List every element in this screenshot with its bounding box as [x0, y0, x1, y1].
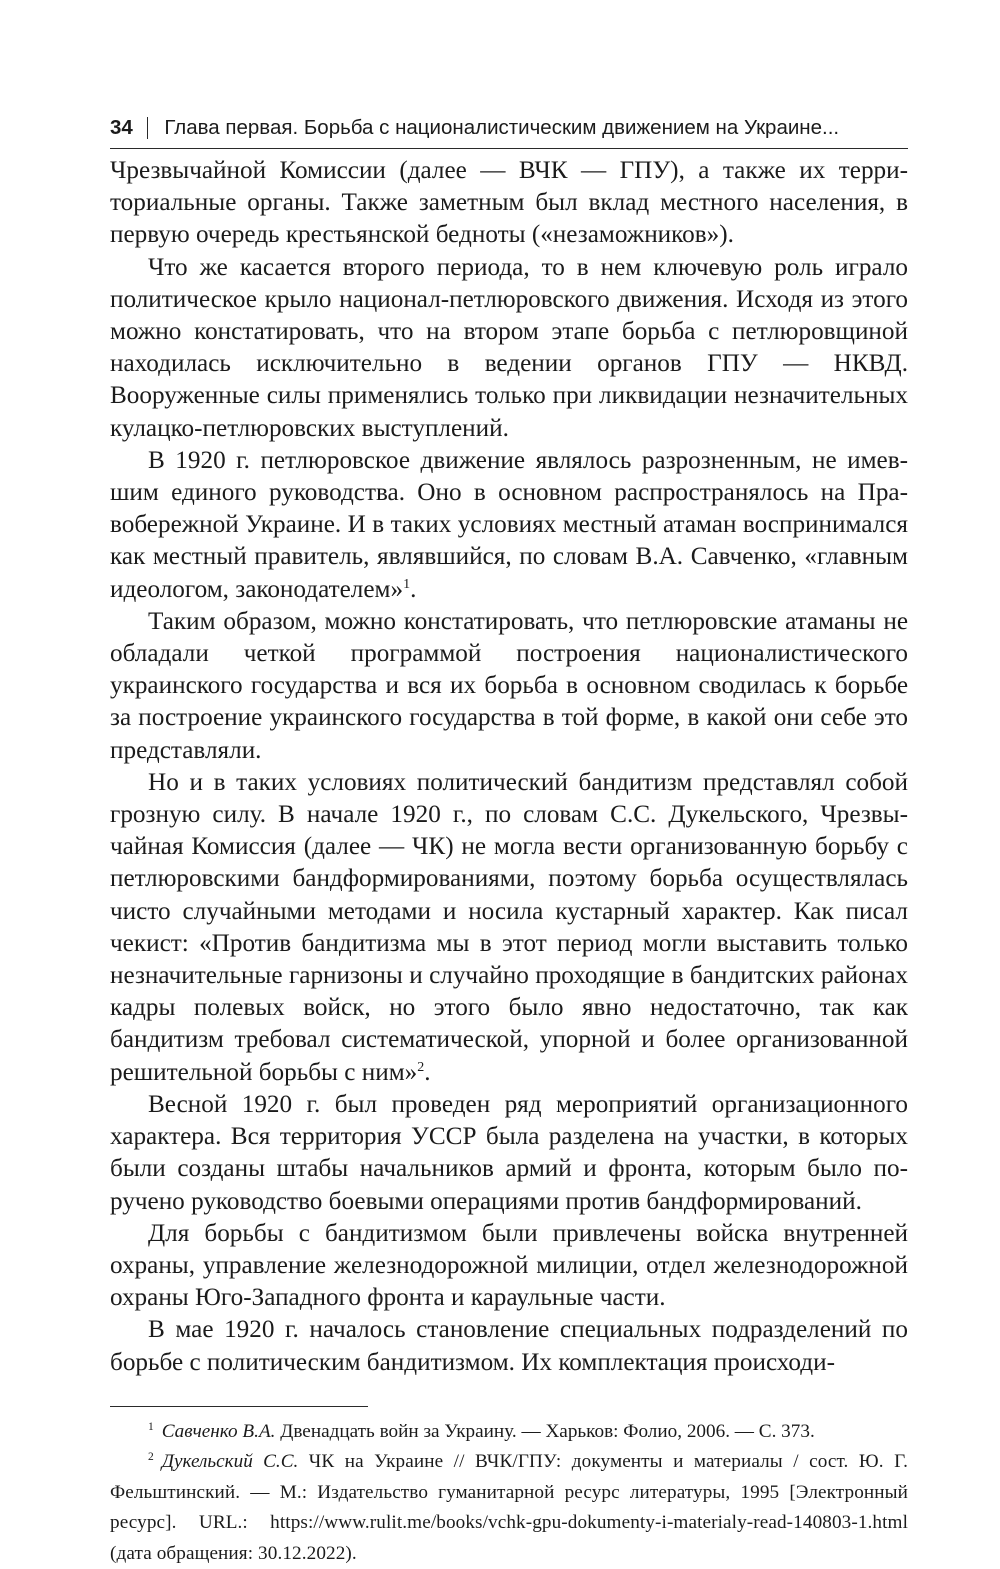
sentence-end: . — [410, 575, 417, 603]
footnote-1 — [110, 1417, 908, 1448]
paragraph-text: Но и в таких условиях политический бандитизм представлял собой грозную силу. В начале 1920 г., по словам С.С. Дукельского, Чрезвычайная Комиссия (далее — ЧК) не могла вести организованную борьбу с петлюровскими бандформированиями, поэтому борьба осуществлялась чисто случайными методами и носила кустарный характер. Как писал чекист: «Против бандитизма мы в этот период могли выставить только незначительные гарнизоны и случайно проходящие в бандитских районах кадры полевых войск, но этого было явно недостаточно, так как бандитизм требовал систематической, упорной и более организованной решительной борьбы с ним» — [110, 768, 908, 1086]
paragraph: В мае 1920 г. началось становление специальных подразделений по борьбе с политическим бандитизмом. Их комплектация происходи- — [110, 1316, 908, 1376]
page-number: 34 — [110, 116, 133, 139]
footnote-2 — [110, 1447, 908, 1569]
sentence-end: . — [424, 1058, 431, 1086]
paragraph: Чрезвычайной Комиссии (далее — ВЧК — ГПУ), а также их территориальные органы. Также заметным был вклад местного населения, в первую очередь крестьянской бедноты («незаможников»). — [110, 157, 908, 249]
running-header — [110, 108, 908, 149]
footnotes — [110, 1417, 908, 1569]
footnote-ref-1[interactable]: 1 — [403, 576, 411, 592]
paragraph: Что же касается второго периода, то в нем ключевую роль играло политическое крыло национал-петлюровского движения. Исходя из этого можно констатировать, что на втором этапе борьба с петлюровщиной находилась исключительно в ведении органов ГПУ — НКВД. Вооруженные силы применялись только при ликвидации незначительных кулацко-петлюровских выступлений. — [110, 253, 908, 442]
paragraph-text: В 1920 г. петлюровское движение являлось разрозненным, не имевшим единого руководства. Оно в основном распространялось на Правобережной Украине. И в таких условиях местный атаман воспринимался как местный правитель, являвшийся, по словам В.А. Савченко, «главным идеологом, законодателем» — [110, 446, 908, 603]
footnote-divider — [110, 1406, 368, 1407]
footnote-text: Двенадцать войн за Украину. — Харьков: Фолио, 2006. — С. 373. — [275, 1420, 815, 1442]
header-separator — [147, 117, 149, 139]
paragraph: Весной 1920 г. был проведен ряд мероприятий организационного характера. Вся территория УССР была разделена на участки, в которых были созданы штабы начальников армий и фронта, которым было поручено руководство боевыми операциями против бандформирований. — [110, 1090, 908, 1215]
paragraph: Для борьбы с бандитизмом были привлечены войска внутренней охраны, управление железнодорожной милиции, отдел железнодорожной охраны Юго-Западного фронта и караульные части. — [110, 1219, 908, 1312]
footnote-author: Дукельский С.С. — [161, 1451, 299, 1473]
paragraph: Таким образом, можно констатировать, что петлюровские атаманы не обладали четкой программой построения националистического украинского государства и вся их борьба в основном сводилась к борьбе за построение украинского государства в той форме, в какой они себе это представляли. — [110, 607, 908, 764]
chapter-title: Глава первая. Борьба с националистическим движением на Украине... — [164, 116, 840, 139]
footnote-ref-2[interactable]: 2 — [417, 1059, 425, 1075]
footnote-marker: 2 — [148, 1451, 154, 1464]
book-page — [110, 108, 908, 1569]
footnote-text: ЧК на Украине // ВЧК/ГПУ: документы и материалы / сост. Ю. Г. Фельштинский. — М.: Издательство гуманитарной ресурс литературы, 1995 [Электронный ресурс]. URL.: https://www.rulit.me/books/vchk-gpu-dokumenty-i-materialy-read-140803-1.html (дата обращения: 30.12.2022). — [110, 1451, 908, 1564]
footnote-author: Савченко В.А. — [161, 1420, 276, 1442]
footnote-marker: 1 — [148, 1420, 154, 1433]
paragraph — [110, 767, 908, 1089]
main-text — [110, 155, 908, 1379]
paragraph — [110, 445, 908, 606]
